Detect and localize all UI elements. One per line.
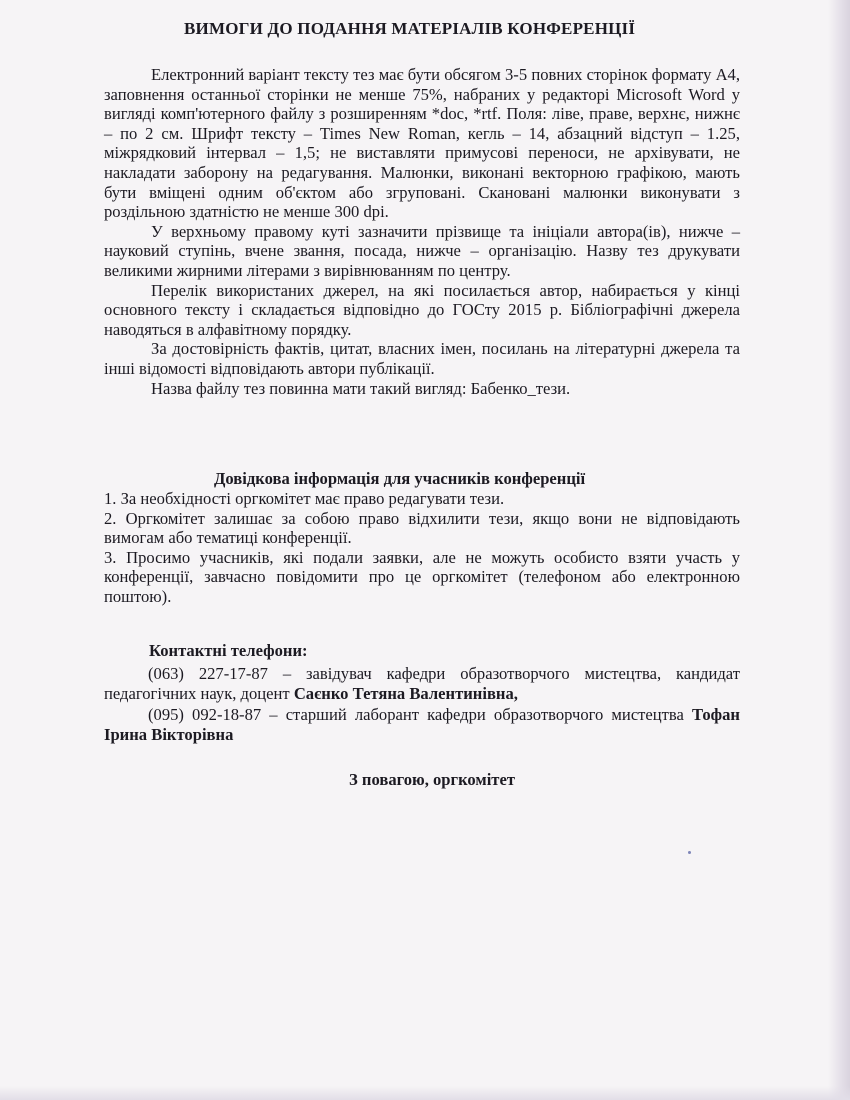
info-item: 3. Просимо учасників, які подали заявки, але не можуть особисто взяти участь у конференції, завчасно повідомити про це оргкомітет (телефоном або електронною поштою). <box>104 547 740 606</box>
paragraph-author-info: У верхньому правому куті зазначити прізвище та ініціали автора(ів), нижче – науковий ступінь, вчене звання, посада, нижче – організацію. Назву тез друкувати великими жирними літерами з вирівнюванням по центру. <box>104 221 740 280</box>
paragraph-responsibility: За достовірність фактів, цитат, власних імен, посилань на літературні джерела та інші відомості відповідають автори публікації. <box>104 339 740 378</box>
scan-page-edge <box>828 0 850 1100</box>
info-list <box>104 489 740 607</box>
paragraph-filename: Назва файлу тез повинна мати такий вигляд: Бабенко_тези. <box>151 378 571 398</box>
contact-name: Тофан Ірина Вікторівна <box>104 705 740 744</box>
paragraph-references: Перелік використаних джерел, на які посилається автор, набирається у кінці основного тексту і складається відповідно до ГОСту 2015 р. Бібліографічні джерела наводяться в алфавітному порядку. <box>104 280 740 339</box>
signature: З повагою, оргкомітет <box>349 770 515 789</box>
contact-entry <box>104 705 740 744</box>
info-item: 1. За необхідності оргкомітет має право редагувати тези. <box>104 489 505 508</box>
document-title: ВИМОГИ ДО ПОДАННЯ МАТЕРІАЛІВ КОНФЕРЕНЦІЇ <box>184 19 636 38</box>
contact-phone-text: (063) 227-17-87 – завідувач кафедри образотворчого мистецтва, кандидат педагогічних наук, доцент <box>104 664 740 703</box>
contacts-block <box>104 664 740 746</box>
contact-entry <box>104 664 740 703</box>
contact-phone-text: (095) 092-18-87 – старший лаборант кафедри образотворчого мистецтва <box>148 705 693 725</box>
info-item: 2. Оргкомітет залишає за собою право відхилити тези, якщо вони не відповідають вимогам або тематиці конференції. <box>104 508 740 548</box>
contact-name: Саєнко Тетяна Валентинівна, <box>293 683 518 703</box>
requirements-body <box>104 65 740 398</box>
contacts-heading: Контактні телефони: <box>149 641 308 660</box>
ink-speck <box>688 851 691 854</box>
scan-bottom-edge <box>0 1086 850 1100</box>
info-heading: Довідкова інформація для учасників конференції <box>214 469 586 488</box>
paragraph-format: Електронний варіант тексту тез має бути обсягом 3-5 повних сторінок формату А4, заповнення останньої сторінки не менше 75%, набраних у редакторі Microsoft Word у вигляді комп'ютерного файлу з розширенням *doc, *rtf. Поля: ліве, праве, верхнє, нижнє – по 2 см. Шрифт тексту – Times New Roman, кегль – 14, абзацний відступ – 1.25, міжрядковий інтервал – 1,5; не виставляти примусові переноси, не архівувати, не накладати заборону на редагування. Малюнки, виконані векторною графікою, мають бути вміщені одним об'єктом або згруповані. Скановані малюнки виконувати з роздільною здатністю не менше 300 dpi. <box>104 65 740 222</box>
